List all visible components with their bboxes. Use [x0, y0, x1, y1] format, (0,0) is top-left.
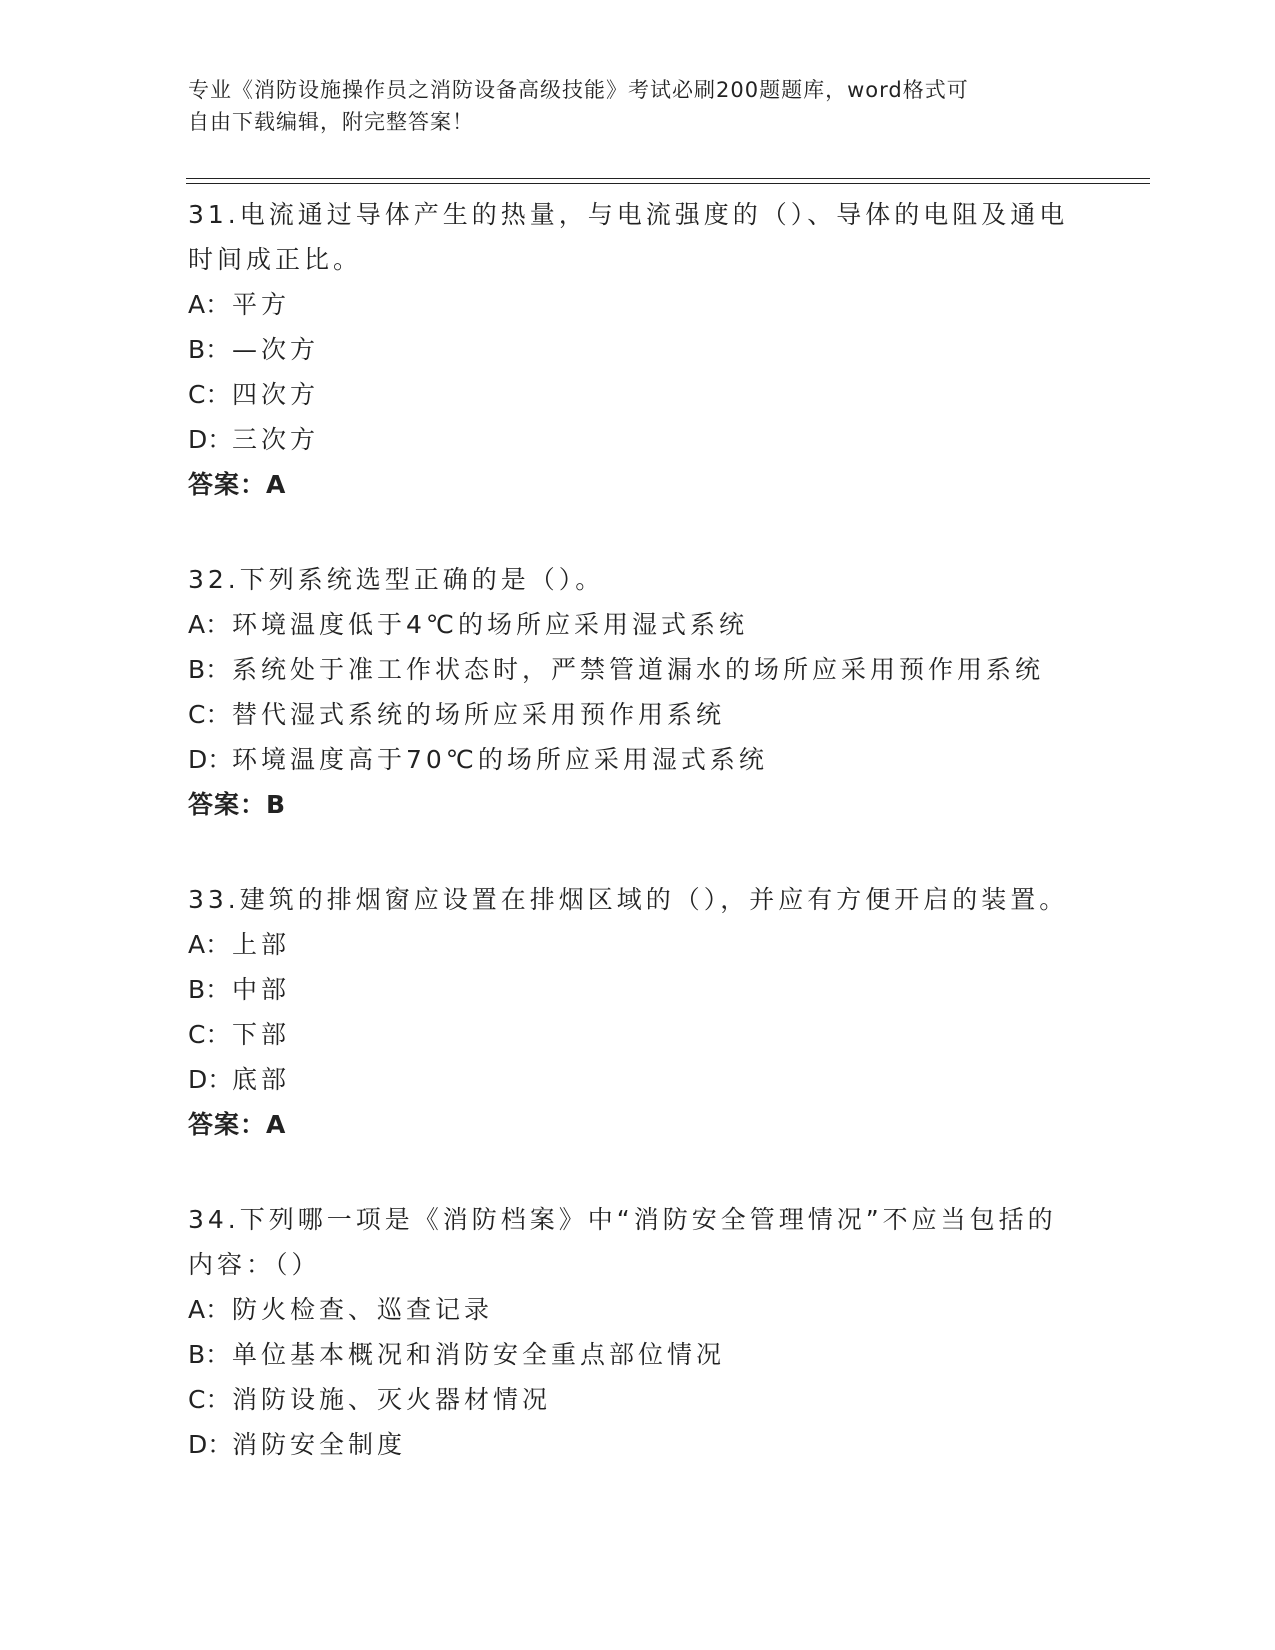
- question-spacer: [188, 507, 1088, 553]
- option-c: [188, 692, 1088, 737]
- answer: 答案：A: [188, 470, 287, 499]
- option-b: [188, 1332, 1088, 1377]
- option-d: [188, 417, 1088, 462]
- question-stem-line: 34.下列哪一项是《消防档案》中“消防安全管理情况”不应当包括的: [188, 1205, 1057, 1234]
- answer: 答案：B: [188, 790, 287, 819]
- option-label: C：: [188, 1020, 231, 1049]
- question-spacer: [188, 1147, 1088, 1193]
- question-34: [188, 1197, 1088, 1467]
- option-label: B：: [188, 335, 231, 364]
- option-b: [188, 967, 1088, 1012]
- option-d: [188, 737, 1088, 782]
- question-stem-line: 内容：（）: [188, 1250, 321, 1279]
- option-label: A：: [188, 610, 231, 639]
- option-c: [188, 1012, 1088, 1057]
- option-text: —次方: [232, 335, 320, 364]
- question-stem-line: 32.下列系统选型正确的是（）。: [188, 565, 605, 594]
- option-label: B：: [188, 655, 231, 684]
- question-stem-line: 31.电流通过导体产生的热量，与电流强度的（）、导体的电阻及通电: [188, 200, 1069, 229]
- page-header: [188, 74, 1068, 138]
- answer: 答案：A: [188, 1110, 287, 1139]
- header-line-1: 专业《消防设施操作员之消防设备高级技能》考试必刷200题题库，word格式可: [188, 78, 969, 102]
- option-d: [188, 1422, 1088, 1467]
- option-label: A：: [188, 930, 231, 959]
- question-stem: [188, 557, 1088, 602]
- option-label: D：: [188, 745, 233, 774]
- option-label: B：: [188, 1340, 231, 1369]
- question-stem-line: 时间成正比。: [188, 245, 363, 274]
- option-d: [188, 1057, 1088, 1102]
- header-line-2: 自由下载编辑，附完整答案！: [188, 110, 474, 134]
- option-b: [188, 327, 1088, 372]
- option-text: 单位基本概况和消防安全重点部位情况: [232, 1340, 726, 1369]
- option-text: 替代湿式系统的场所应采用预作用系统: [232, 700, 726, 729]
- header-rule-top: [186, 178, 1150, 179]
- option-text: 防火检查、巡查记录: [232, 1295, 494, 1324]
- option-label: C：: [188, 380, 231, 409]
- option-label: A：: [188, 290, 231, 319]
- option-text: 环境温度低于4℃的场所应采用湿式系统: [232, 610, 748, 639]
- question-32: [188, 557, 1088, 827]
- option-text: 三次方: [232, 425, 320, 454]
- option-text: 环境温度高于70℃的场所应采用湿式系统: [232, 745, 768, 774]
- option-text: 四次方: [232, 380, 320, 409]
- option-label: D：: [188, 425, 233, 454]
- question-31: [188, 192, 1088, 507]
- option-label: D：: [188, 1065, 233, 1094]
- option-label: A：: [188, 1295, 231, 1324]
- option-b: [188, 647, 1088, 692]
- option-label: B：: [188, 975, 231, 1004]
- question-stem-line: 33.建筑的排烟窗应设置在排烟区域的（），并应有方便开启的装置。: [188, 885, 1069, 914]
- question-33: [188, 877, 1088, 1147]
- option-a: [188, 602, 1088, 647]
- option-text: 底部: [232, 1065, 291, 1094]
- question-stem: [188, 1197, 1088, 1287]
- option-text: 消防设施、灭火器材情况: [232, 1385, 552, 1414]
- question-stem: [188, 192, 1088, 282]
- option-label: C：: [188, 1385, 231, 1414]
- option-a: [188, 922, 1088, 967]
- option-text: 消防安全制度: [232, 1430, 407, 1459]
- option-a: [188, 282, 1088, 327]
- option-text: 系统处于准工作状态时，严禁管道漏水的场所应采用预作用系统: [232, 655, 1045, 684]
- option-a: [188, 1287, 1088, 1332]
- question-list: [188, 188, 1088, 1467]
- option-c: [188, 1377, 1088, 1422]
- option-label: D：: [188, 1430, 233, 1459]
- option-c: [188, 372, 1088, 417]
- header-rule-bottom: [186, 183, 1150, 184]
- option-label: C：: [188, 700, 231, 729]
- option-text: 中部: [232, 975, 291, 1004]
- question-spacer: [188, 827, 1088, 873]
- option-text: 平方: [232, 290, 291, 319]
- question-stem: [188, 877, 1088, 922]
- option-text: 下部: [232, 1020, 291, 1049]
- option-text: 上部: [232, 930, 291, 959]
